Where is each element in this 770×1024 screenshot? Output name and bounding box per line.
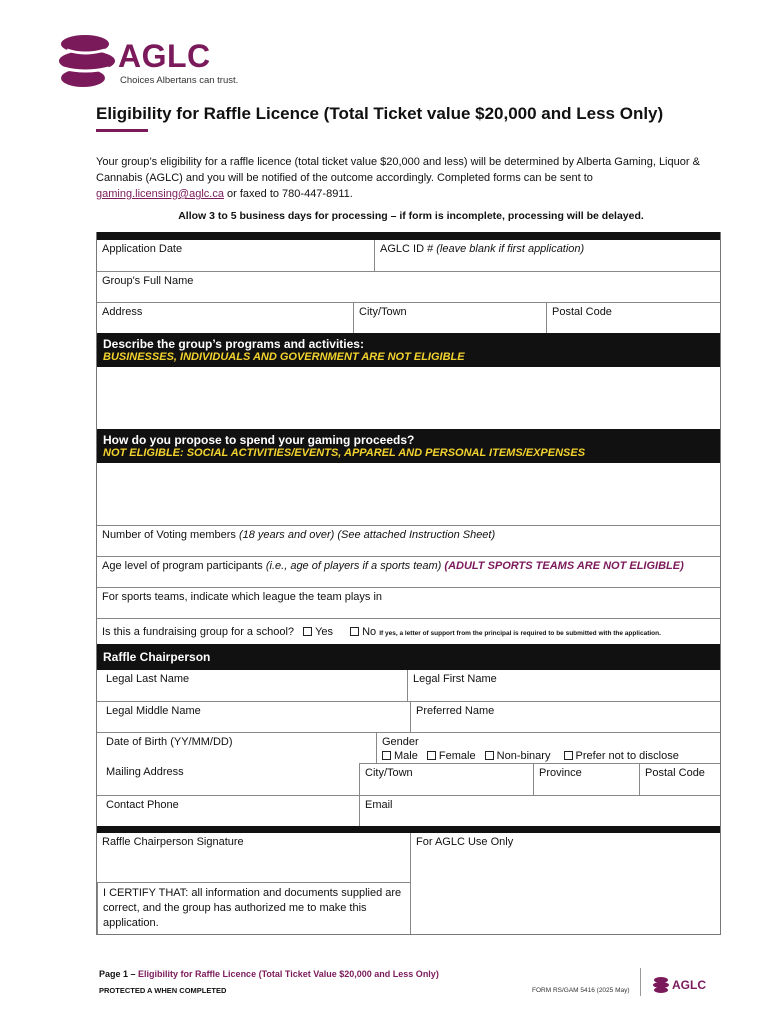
mailing-address-field[interactable] <box>97 763 359 795</box>
intro-text: Your group’s eligibility for a raffle licence (total ticket value $20,000 and less) will be determined by Alberta Gaming, Liquor & Cannabis (AGLC) and you will be notified of the outcome accordingly. Completed forms can be sent to <box>96 156 700 184</box>
legal-last-name-field[interactable] <box>97 670 407 701</box>
gender-field <box>376 733 720 763</box>
footer-logo-text: AGLC <box>672 978 706 992</box>
postal-code-field[interactable] <box>546 303 720 333</box>
programs-heading: Describe the group’s programs and activities: <box>103 337 364 351</box>
legal-middle-name-label: Legal Middle Name <box>106 705 201 717</box>
province-label: Province <box>539 767 582 779</box>
programs-warning: BUSINESSES, INDIVIDUALS AND GOVERNMENT ARE NOT ELIGIBLE <box>103 351 465 363</box>
form-top-bar <box>97 232 720 240</box>
mail-postal-label: Postal Code <box>645 767 705 779</box>
proceeds-warning: NOT ELIGIBLE: SOCIAL ACTIVITIES/EVENTS, APPAREL AND PERSONAL ITEMS/EXPENSES <box>103 447 586 459</box>
dob-field[interactable] <box>97 733 376 763</box>
footer-protected: PROTECTED A WHEN COMPLETED <box>99 986 227 995</box>
age-level-note: (i.e., age of players if a sports team) <box>265 560 442 572</box>
title-underline <box>96 129 148 132</box>
proceeds-heading: How do you propose to spend your gaming proceeds? <box>103 433 415 447</box>
aglc-logo-icon <box>55 30 117 92</box>
certify-text: I CERTIFY THAT: all information and documents supplied are correct, and the group has authorized me to make this application. <box>97 882 410 934</box>
voting-members-field[interactable] <box>97 526 720 556</box>
brand-tagline: Choices Albertans can trust. <box>120 75 239 86</box>
province-field[interactable] <box>533 763 639 795</box>
prefer-not-label: Prefer not to disclose <box>575 750 679 762</box>
female-checkbox[interactable] <box>427 751 436 760</box>
school-question-label: Is this a fundraising group for a school? <box>102 625 295 638</box>
footer-divider <box>640 968 641 996</box>
preferred-name-label: Preferred Name <box>416 705 495 717</box>
aglc-use-field <box>410 833 720 934</box>
intro-paragraph <box>96 154 706 202</box>
school-note: If yes, a letter of support from the principal is required to be submitted with the application. <box>379 629 661 637</box>
legal-middle-name-field[interactable] <box>97 702 410 732</box>
programs-section-header <box>97 333 720 367</box>
no-label: No <box>362 625 377 638</box>
age-level-warning: (ADULT SPORTS TEAMS ARE NOT ELIGIBLE) <box>444 560 684 572</box>
programs-textarea[interactable] <box>97 367 720 429</box>
aglc-id-note: (leave blank if first application) <box>436 243 585 255</box>
footer-form-number: FORM RS/GAM 5416 (2025 May) <box>532 987 630 994</box>
footer-title <box>99 969 439 979</box>
city-field[interactable] <box>353 303 546 333</box>
mail-city-label: City/Town <box>365 767 413 779</box>
preferred-name-field[interactable] <box>410 702 720 732</box>
page-title: Eligibility for Raffle Licence (Total Ticket value $20,000 and Less Only) <box>96 104 664 123</box>
signature-block <box>97 833 410 934</box>
mailing-address-label: Mailing Address <box>106 766 184 778</box>
email-link[interactable]: gaming.licensing@aglc.ca <box>96 188 224 200</box>
signature-field[interactable] <box>97 833 410 882</box>
yes-label: Yes <box>315 625 334 638</box>
legal-first-name-label: Legal First Name <box>413 673 497 685</box>
footer-page-number: Page 1 – <box>99 969 136 979</box>
mail-city-field[interactable] <box>359 763 533 795</box>
non-binary-checkbox[interactable] <box>485 751 494 760</box>
aglc-use-label: For AGLC Use Only <box>416 836 514 848</box>
address-label: Address <box>102 306 143 318</box>
city-label: City/Town <box>359 306 407 318</box>
age-level-field[interactable] <box>97 557 720 587</box>
no-checkbox[interactable] <box>350 627 359 636</box>
eligibility-form <box>96 232 721 935</box>
postal-code-label: Postal Code <box>552 306 612 318</box>
footer-doc-title: Eligibility for Raffle Licence (Total Ticket Value $20,000 and Less Only) <box>138 969 439 979</box>
non-binary-label: Non-binary <box>496 750 551 762</box>
legal-last-name-label: Legal Last Name <box>106 673 190 685</box>
league-label: For sports teams, indicate which league the team plays in <box>102 591 383 603</box>
email-field[interactable] <box>359 796 720 826</box>
application-date-field[interactable] <box>97 240 374 271</box>
gender-label: Gender <box>382 736 419 748</box>
aglc-id-field[interactable] <box>374 240 720 271</box>
male-checkbox[interactable] <box>382 751 391 760</box>
legal-first-name-field[interactable] <box>407 670 720 701</box>
voting-members-label: Number of Voting members <box>102 529 236 541</box>
school-question-row <box>97 623 720 641</box>
signature-label: Raffle Chairperson Signature <box>102 836 244 848</box>
voting-members-note: (18 years and over) (See attached Instruction Sheet) <box>238 529 496 541</box>
prefer-not-checkbox[interactable] <box>564 751 573 760</box>
application-date-label: Application Date <box>102 243 183 255</box>
proceeds-section-header <box>97 429 720 463</box>
group-name-label: Group's Full Name <box>102 275 194 287</box>
mail-postal-field[interactable] <box>639 763 720 795</box>
aglc-id-label: AGLC ID # <box>380 243 434 255</box>
address-field[interactable] <box>97 303 353 333</box>
contact-phone-field[interactable] <box>97 796 359 826</box>
yes-checkbox[interactable] <box>303 627 312 636</box>
email-label: Email <box>365 799 393 811</box>
chairperson-section-header <box>97 644 720 670</box>
dob-label: Date of Birth (YY/MM/DD) <box>106 736 233 748</box>
processing-notice: Allow 3 to 5 business days for processing – if form is incomplete, processing will be delayed. <box>178 210 644 222</box>
brand-name: AGLC <box>118 38 211 74</box>
intro-fax: or faxed to 780-447-8911. <box>223 188 353 200</box>
footer-logo-icon <box>652 976 670 994</box>
female-label: Female <box>438 750 476 762</box>
age-level-label: Age level of program participants <box>102 560 263 572</box>
group-name-field[interactable] <box>97 272 720 302</box>
chair-bottom-bar <box>97 826 720 833</box>
league-field[interactable] <box>97 588 720 618</box>
male-label: Male <box>394 750 418 762</box>
chairperson-heading: Raffle Chairperson <box>103 650 211 664</box>
proceeds-textarea[interactable] <box>97 463 720 525</box>
contact-phone-label: Contact Phone <box>106 799 179 811</box>
